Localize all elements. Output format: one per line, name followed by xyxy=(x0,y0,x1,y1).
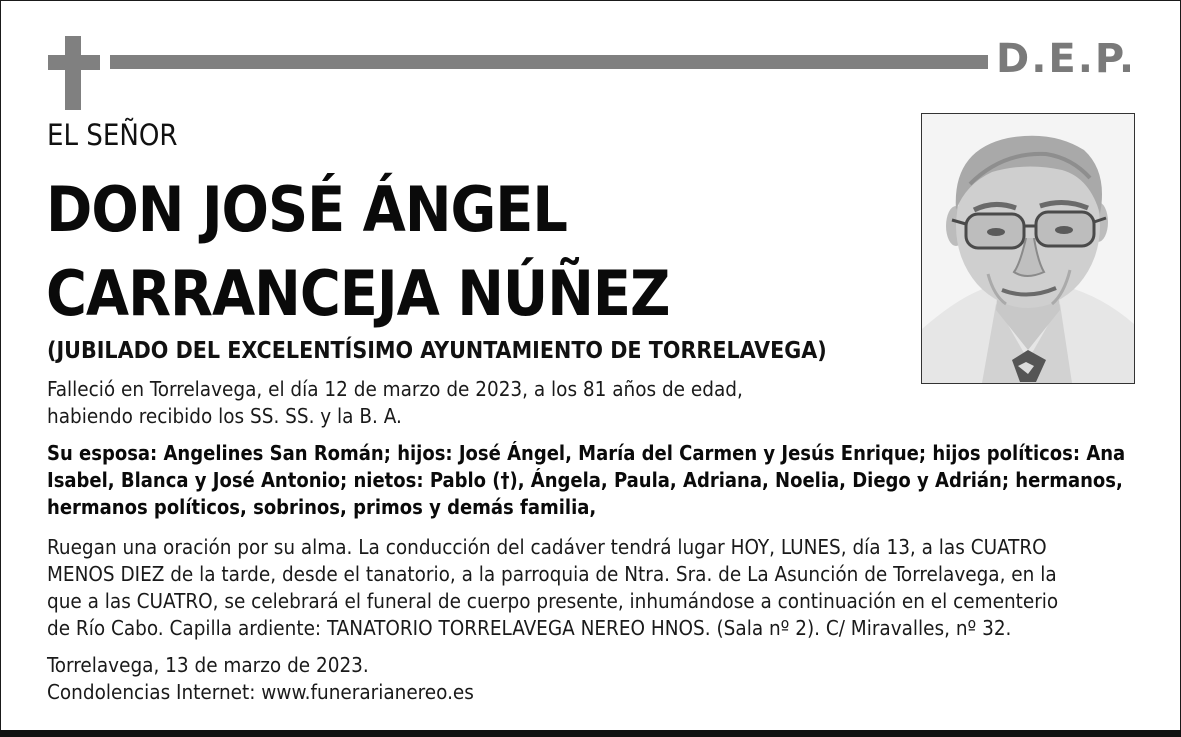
dep-label: D.E.P. xyxy=(996,36,1137,82)
header-rule xyxy=(110,55,988,69)
ritual-line: de Río Cabo. Capilla ardiente: TANATORIO TORRELAVEGA NEREO HNOS. (Sala nº 2). C/ Miravalles, nº 32. xyxy=(47,616,1012,640)
death-line: Falleció en Torrelavega, el día 12 de marzo de 2023, a los 81 años de edad, xyxy=(47,377,743,401)
salutation: EL SEÑOR xyxy=(47,118,178,152)
family-line: Su esposa: Angelines San Román; hijos: José Ángel, María del Carmen y Jesús Enrique; hijos políticos: Ana xyxy=(47,441,1126,465)
death-line: habiendo recibido los SS. SS. y la B. A. xyxy=(47,404,402,428)
ritual-paragraph xyxy=(47,534,1132,642)
deceased-name xyxy=(46,168,806,336)
portrait-photo xyxy=(921,113,1135,384)
family-line: hermanos políticos, sobrinos, primos y demás familia, xyxy=(47,495,597,519)
cross-icon xyxy=(48,36,100,110)
ritual-line: Ruegan una oración por su alma. La conducción del cadáver tendrá lugar HOY, LUNES, día 13, a las CUATRO xyxy=(47,535,1047,559)
place-date: Torrelavega, 13 de marzo de 2023. xyxy=(47,653,369,677)
condolences-link[interactable]: Condolencias Internet: www.funerarianereo.es xyxy=(47,680,474,704)
family-line: Isabel, Blanca y José Antonio; nietos: Pablo (†), Ángela, Paula, Adriana, Noelia, Diego y Adrián; hermanos, xyxy=(47,468,1123,492)
bottom-border xyxy=(0,730,1181,737)
name-line-2: CARRANCEJA NÚÑEZ xyxy=(46,257,670,330)
ritual-line: que a las CUATRO, se celebrará el funeral de cuerpo presente, inhumándose a continuación en el cementerio xyxy=(47,589,1059,613)
name-line-1: DON JOSÉ ÁNGEL xyxy=(46,173,567,246)
death-paragraph xyxy=(47,376,907,430)
family-paragraph xyxy=(47,440,1132,521)
ritual-line: MENOS DIEZ de la tarde, desde el tanatorio, a la parroquia de Ntra. Sra. de La Asunción de Torrelavega, en la xyxy=(47,562,1057,586)
occupation: (JUBILADO DEL EXCELENTÍSIMO AYUNTAMIENTO DE TORRELAVEGA) xyxy=(47,338,827,364)
closing-paragraph xyxy=(47,652,1132,706)
